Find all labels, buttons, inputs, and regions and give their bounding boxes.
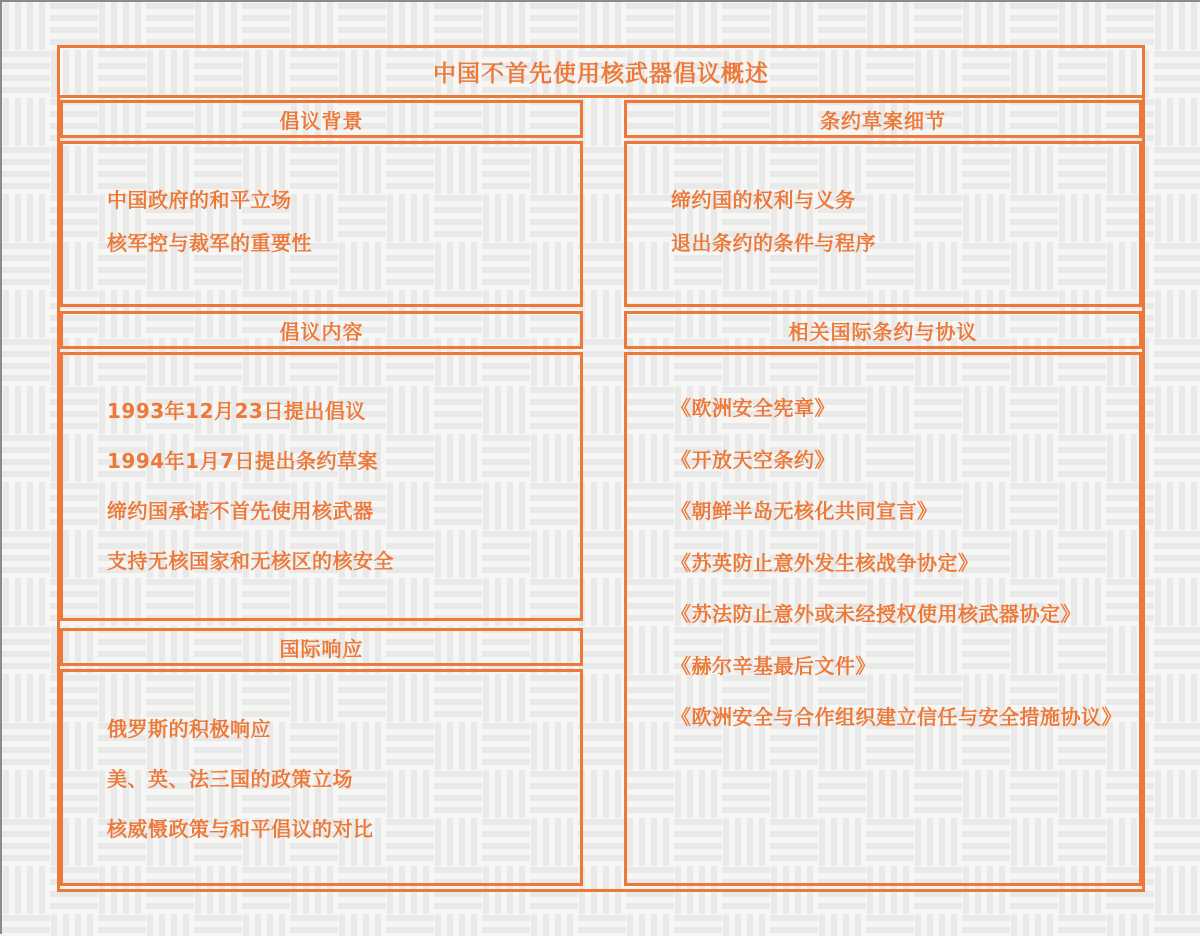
list-item: 《赫尔辛基最后文件》 bbox=[671, 653, 876, 678]
list-item: 缔约国的权利与义务 bbox=[671, 188, 856, 212]
diagram-outer-box bbox=[57, 45, 1145, 892]
list-item: 《苏英防止意外发生核战争协定》 bbox=[671, 550, 979, 575]
section-header-content: 倡议内容 bbox=[60, 311, 583, 349]
list-item: 《开放天空条约》 bbox=[671, 447, 835, 472]
list-item: 核军控与裁军的重要性 bbox=[107, 231, 312, 255]
section-content-draft-details bbox=[624, 141, 1142, 307]
list-item: 《朝鲜半岛无核化共同宣言》 bbox=[671, 499, 938, 524]
section-header-response: 国际响应 bbox=[60, 628, 583, 666]
list-item: 1993年12月23日提出倡议 bbox=[107, 398, 366, 423]
section-content-response bbox=[60, 669, 583, 886]
column-left bbox=[60, 98, 583, 886]
section-content-background bbox=[60, 141, 583, 307]
list-item: 俄罗斯的积极响应 bbox=[107, 716, 271, 741]
section-header-background: 倡议背景 bbox=[60, 100, 583, 138]
section-header-related-treaties: 相关国际条约与协议 bbox=[624, 311, 1142, 349]
section-content-content bbox=[60, 352, 583, 621]
list-item: 1994年1月7日提出条约草案 bbox=[107, 448, 378, 473]
section-content-related-treaties bbox=[624, 352, 1142, 886]
list-item: 中国政府的和平立场 bbox=[107, 188, 292, 212]
page-title: 中国不首先使用核武器倡议概述 bbox=[60, 48, 1142, 98]
list-item: 美、英、法三国的政策立场 bbox=[107, 766, 353, 791]
list-item: 缔约国承诺不首先使用核武器 bbox=[107, 498, 374, 523]
list-item: 核威慑政策与和平倡议的对比 bbox=[107, 816, 374, 841]
section-header-draft-details: 条约草案细节 bbox=[624, 100, 1142, 138]
list-item: 《欧洲安全宪章》 bbox=[671, 396, 835, 421]
columns-container bbox=[60, 98, 1142, 886]
list-item: 支持无核国家和无核区的核安全 bbox=[107, 548, 394, 573]
list-item: 《欧洲安全与合作组织建立信任与安全措施协议》 bbox=[671, 705, 1122, 730]
list-item: 《苏法防止意外或未经授权使用核武器协定》 bbox=[671, 602, 1081, 627]
list-item: 退出条约的条件与程序 bbox=[671, 231, 876, 255]
column-right bbox=[624, 98, 1142, 886]
